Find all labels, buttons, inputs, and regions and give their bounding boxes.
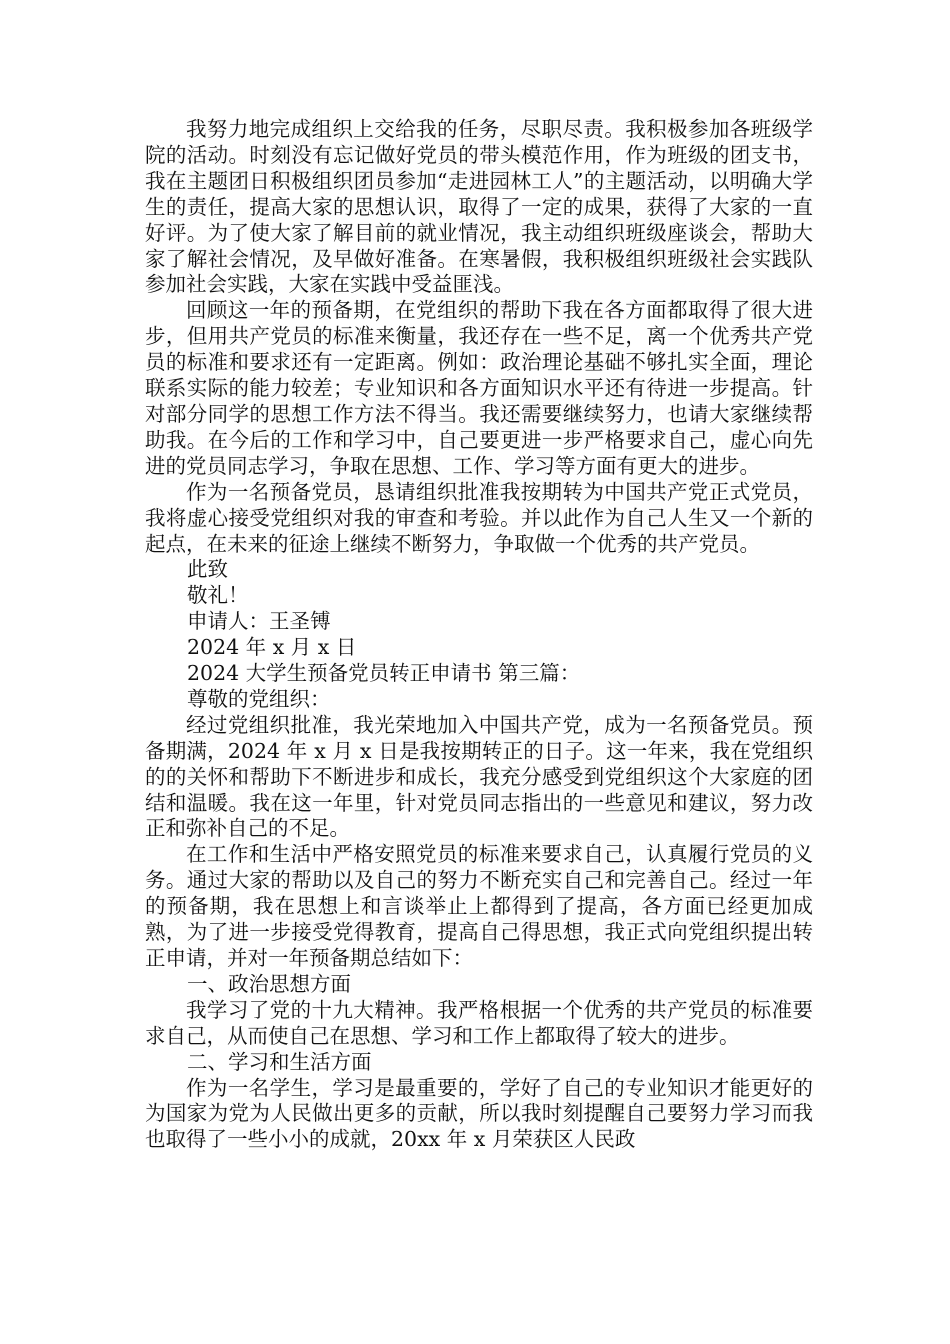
heading-political-thought: 一、政治思想方面 (187, 971, 351, 996)
paragraph-joined-party: 经过党组织批准，我光荣地加入中国共产党，成为一名预备党员。预备期满，2024 年 x 月 x 日是我按期转正的日子。这一年来，我在党组织的的关怀和帮助下不断进步和成长，我充分感受到党组织这个大家庭的团结和温暖。我在这一年里，针对党员同志指出的一些意见和建议，努力改正和弥补自己的不足。 (145, 712, 813, 841)
section-title: 2024 大学生预备党员转正申请书 第三篇： (187, 661, 581, 686)
letter-date: 2024 年 x 月 x 日 (187, 635, 357, 660)
paragraph-task-completion: 我努力地完成组织上交给我的任务，尽职尽责。我积极参加各班级学院的活动。时刻没有忘记做好党员的带头模范作用，作为班级的团支书，我在主题团日积极组织团员参加“走进园林工人”的主题活动，以明确大学生的责任，提高大家的思想认识，取得了一定的成果，获得了大家的一直好评。为了使大家了解目前的就业情况，我主动组织班级座谈会，帮助大家了解社会情况，及早做好准备。在寒暑假，我积极组织班级社会实践队参加社会实践，大家在实践中受益匪浅。 (145, 117, 813, 297)
applicant-signature: 申请人：王圣镈 (187, 609, 331, 634)
heading-study-life: 二、学习和生活方面 (187, 1049, 372, 1074)
paragraph-request-approval: 作为一名预备党员，恳请组织批准我按期转为中国共产党正式党员，我将虚心接受党组织对我的审查和考验。并以此作为自己人生又一个新的起点，在未来的征途上继续不断努力，争取做一个优秀的共产党员。 (145, 479, 813, 556)
document-page (145, 117, 813, 1153)
letter-greeting: 尊敬的党组织： (187, 686, 331, 711)
paragraph-work-life: 在工作和生活中严格安照党员的标准来要求自己，认真履行党员的义务。通过大家的帮助以及自己的努力不断充实自己和完善自己。经过一年的预备期，我在思想上和言谈举止上都得到了提高，各方面已经更加成熟，为了进一步接受党得教育，提高自己得思想，我正式向党组织提出转正申请，并对一年预备期总结如下： (145, 842, 813, 970)
paragraph-political-thought: 我学习了党的十九大精神。我严格根据一个优秀的共产党员的标准要求自己，从而使自己在思想、学习和工作上都取得了较大的进步。 (145, 997, 813, 1048)
paragraph-review-shortcomings: 回顾这一年的预备期，在党组织的帮助下我在各方面都取得了很大进步，但用共产党员的标准来衡量，我还存在一些不足，离一个优秀共产党员的标准和要求还有一定距离。例如：政治理论基础不够扎实全面，理论联系实际的能力较差；专业知识和各方面知识水平还有待进一步提高。针对部分同学的思想工作方法不得当。我还需要继续努力，也请大家继续帮助我。在今后的工作和学习中，自己要更进一步严格要求自己，虚心向先进的党员同志学习，争取在思想、工作、学习等方面有更大的进步。 (145, 298, 813, 478)
closing-salutation: 此致 (187, 557, 228, 582)
closing-regards: 敬礼！ (187, 583, 249, 608)
paragraph-study-life: 作为一名学生，学习是最重要的，学好了自己的专业知识才能更好的为国家为党为人民做出更多的贡献，所以我时刻提醒自己要努力学习而我也取得了一些小小的成就，20xx 年 x 月荣获区人民政 (145, 1075, 813, 1152)
